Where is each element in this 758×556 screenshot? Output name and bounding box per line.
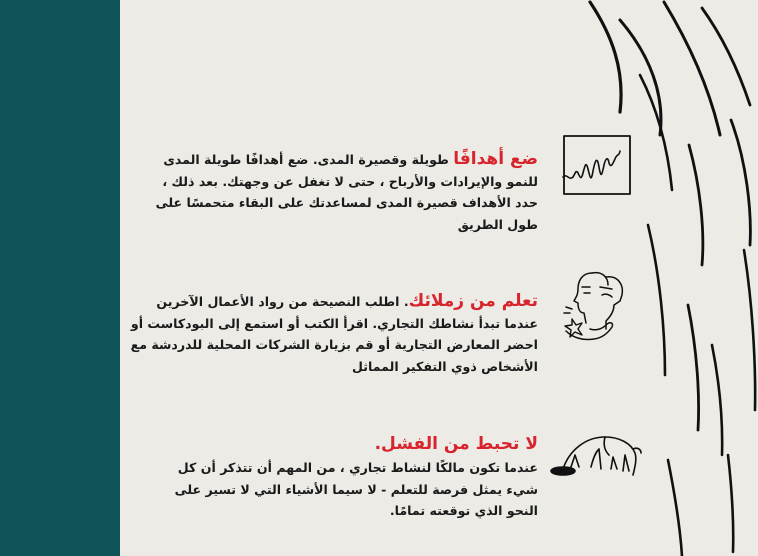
set-goals-body: طويلة وقصيرة المدى. ضع أهدافًا طويلة المدى للنمو والإيرادات والأرباح ، حتى لا تغفل عن وجهتك. بعد ذلك ، حدد الأهداف قصيرة المدى لمساعدتك على البقاء متحمسًا على طول الطريق [155,152,538,232]
failure-body: عندما تكون مالكًا لنشاط تجاري ، من المهم أن تتذكر أن كل شيء يمثل فرصة للتعلم - لا سيما الأشياء التي لا تسير على النحو الذي توقعته تمامًا. [174,460,538,518]
learn-from-peers-section [130,291,538,377]
teal-sidebar [0,0,120,556]
two-faces-hand-star-icon [562,267,640,359]
learn-from-peers-heading: تعلم من زملائك [408,291,538,311]
zigzag-line-frame-icon [561,133,633,205]
set-goals-section [148,149,538,235]
failure-section [148,432,538,522]
animal-hole-icon [547,427,643,483]
set-goals-heading: ضع أهدافًا [453,149,538,169]
learn-from-peers-paragraph [130,291,538,377]
set-goals-paragraph [148,149,538,235]
failure-heading: لا تحبط من الفشل. [374,434,538,454]
page [120,0,758,556]
learn-from-peers-body: . اطلب النصيحة من رواد الأعمال الآخرين عندما تبدأ نشاطك التجاري. اقرأ الكتب أو استمع إلى البودكاست أو احضر المعارض التجارية أو قم بزيارة الشركات المحلية للدردشة مع الأشخاص ذوي التفكير المماثل [130,294,538,374]
